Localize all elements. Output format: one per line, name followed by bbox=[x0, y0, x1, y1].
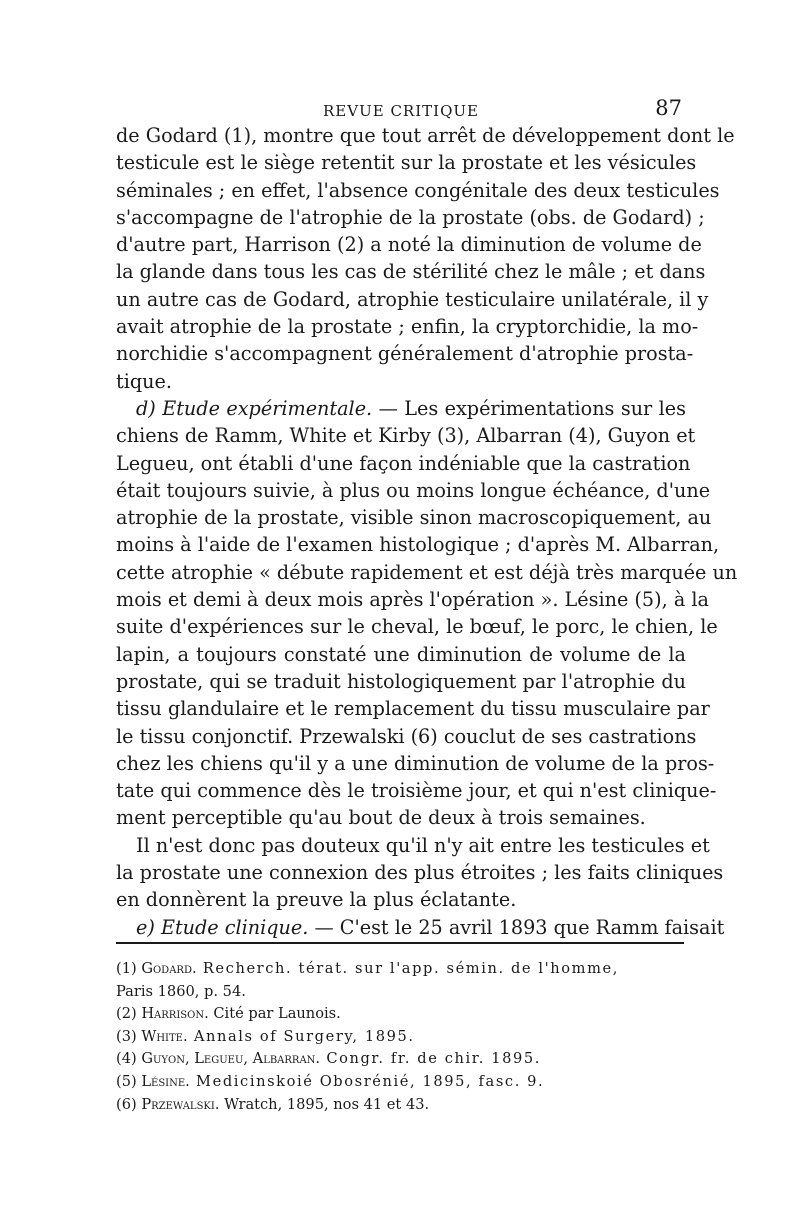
text-line: moins à l'aide de l'examen histologique ; d'après M. Albarran, bbox=[116, 533, 720, 557]
body-text bbox=[116, 122, 738, 941]
section-letter: e) bbox=[136, 915, 161, 939]
text-line: d'autre part, Harrison (2) a noté la diminution de volume de bbox=[116, 233, 702, 257]
footnote-text: Congr. fr. de chir. 1895. bbox=[320, 1050, 541, 1068]
text-line: prostate, qui se traduit histologiquement par l'atrophie du bbox=[116, 669, 686, 693]
text-line: de Godard (1), montre que tout arrêt de développement dont le bbox=[116, 124, 735, 147]
paragraph-4 bbox=[116, 914, 725, 941]
footnote-5 bbox=[116, 1071, 686, 1094]
section-heading-experimental: Etude expérimentale. bbox=[162, 396, 373, 420]
text-line: cette atrophie « débute rapidement et est déjà très marquée un bbox=[116, 560, 738, 584]
text-line: lapin, a toujours constaté une diminution de volume de la bbox=[116, 642, 686, 666]
footnote-author: White. bbox=[141, 1027, 188, 1045]
text-line: tate qui commence dès le troisième jour, et qui n'est clinique- bbox=[116, 779, 717, 803]
footnote-author: Lésine. bbox=[141, 1072, 190, 1090]
text-line: suite d'expériences sur le cheval, le bœuf, le porc, le chien, le bbox=[116, 615, 718, 639]
page-number: 87 bbox=[655, 96, 682, 120]
footnote-1 bbox=[116, 958, 686, 981]
footnote-text: Cité par Launois. bbox=[208, 1005, 341, 1023]
text-line: un autre cas de Godard, atrophie testiculaire unilatérale, il y bbox=[116, 287, 709, 311]
text-line: s'accompagne de l'atrophie de la prostate (obs. de Godard) ; bbox=[116, 205, 705, 229]
paragraph-2 bbox=[116, 395, 738, 832]
text-line: Il n'est donc pas douteux qu'il n'y ait entre les testicules et bbox=[136, 833, 710, 857]
footnote-author: Przewalski. bbox=[141, 1095, 220, 1113]
text-line: mois et demi à deux mois après l'opération ». Lésine (5), à la bbox=[116, 588, 709, 612]
text-line: chiens de Ramm, White et Kirby (3), Albarran (4), Guyon et bbox=[116, 424, 696, 448]
text-line: testicule est le siège retentit sur la prostate et les vésicules bbox=[116, 151, 697, 175]
text-line: ment perceptible qu'au bout de deux à trois semaines. bbox=[116, 806, 646, 830]
footnote-text: Recherch. térat. sur l'app. sémin. de l'homme, bbox=[196, 960, 620, 977]
text-line: était toujours suivie, à plus ou moins longue échéance, d'une bbox=[116, 478, 711, 502]
text-line: tissu glandulaire et le remplacement du tissu musculaire par bbox=[116, 697, 710, 721]
footnote-number: (6) bbox=[116, 1095, 137, 1113]
footnote-rule bbox=[116, 942, 684, 944]
text-line: séminales ; en effet, l'absence congénitale des deux testicules bbox=[116, 178, 720, 202]
section-heading-clinical: Etude clinique. bbox=[160, 915, 309, 939]
paragraph-1 bbox=[116, 122, 735, 395]
footnote-author: Harrison. bbox=[141, 1005, 209, 1023]
footnote-author: Godard. bbox=[141, 960, 197, 977]
text-line: chez les chiens qu'il y a une diminution de volume de la pros- bbox=[116, 751, 715, 775]
text-run: — Les expérimentations sur les bbox=[372, 396, 686, 420]
footnote-text: Annals of Surgery, 1895. bbox=[187, 1027, 415, 1045]
footnote-number: (3) bbox=[116, 1027, 137, 1045]
paragraph-3 bbox=[116, 832, 724, 914]
text-line: la glande dans tous les cas de stérilité chez le mâle ; et dans bbox=[116, 260, 706, 284]
footnote-2 bbox=[116, 1003, 686, 1026]
section-letter: d) bbox=[136, 396, 163, 420]
text-line: tique. bbox=[116, 369, 172, 393]
paragraph-4-first-line bbox=[116, 914, 725, 941]
footnote-1-continuation: Paris 1860, p. 54. bbox=[116, 982, 246, 1000]
text-line: norchidie s'accompagnent généralement d'atrophie prosta- bbox=[116, 342, 694, 366]
running-head: REVUE CRITIQUE bbox=[323, 102, 479, 120]
text-line: Legueu, ont établi d'une façon indéniable que la castration bbox=[116, 451, 691, 475]
footnote-number: (2) bbox=[116, 1005, 137, 1023]
footnote-number: (4) bbox=[116, 1050, 137, 1068]
text-line: avait atrophie de la prostate ; enfin, la cryptorchidie, la mo- bbox=[116, 315, 699, 339]
footnote-6 bbox=[116, 1094, 686, 1117]
text-line: la prostate une connexion des plus étroites ; les faits cliniques bbox=[116, 861, 724, 885]
text-line: atrophie de la prostate, visible sinon macroscopiquement, au bbox=[116, 506, 712, 530]
footnote-author: Guyon, Legueu, Albarran. bbox=[141, 1050, 321, 1068]
footnote-number: (1) bbox=[116, 960, 137, 977]
footnote-text: Medicinskoié Obosrénié, 1895, fasc. 9. bbox=[189, 1072, 545, 1090]
footnotes bbox=[116, 958, 686, 1116]
text-line: en donnèrent la preuve la plus éclatante. bbox=[116, 888, 517, 912]
footnote-3 bbox=[116, 1026, 686, 1049]
text-run: — C'est le 25 avril 1893 que Ramm faisait bbox=[308, 915, 725, 939]
text-line: le tissu conjonctif. Przewalski (6) couclut de ses castrations bbox=[116, 724, 697, 748]
footnote-4 bbox=[116, 1048, 686, 1071]
paragraph-2-first-line bbox=[116, 395, 686, 422]
footnote-text: Wratch, 1895, nos 41 et 43. bbox=[219, 1095, 430, 1113]
footnote-number: (5) bbox=[116, 1072, 137, 1090]
